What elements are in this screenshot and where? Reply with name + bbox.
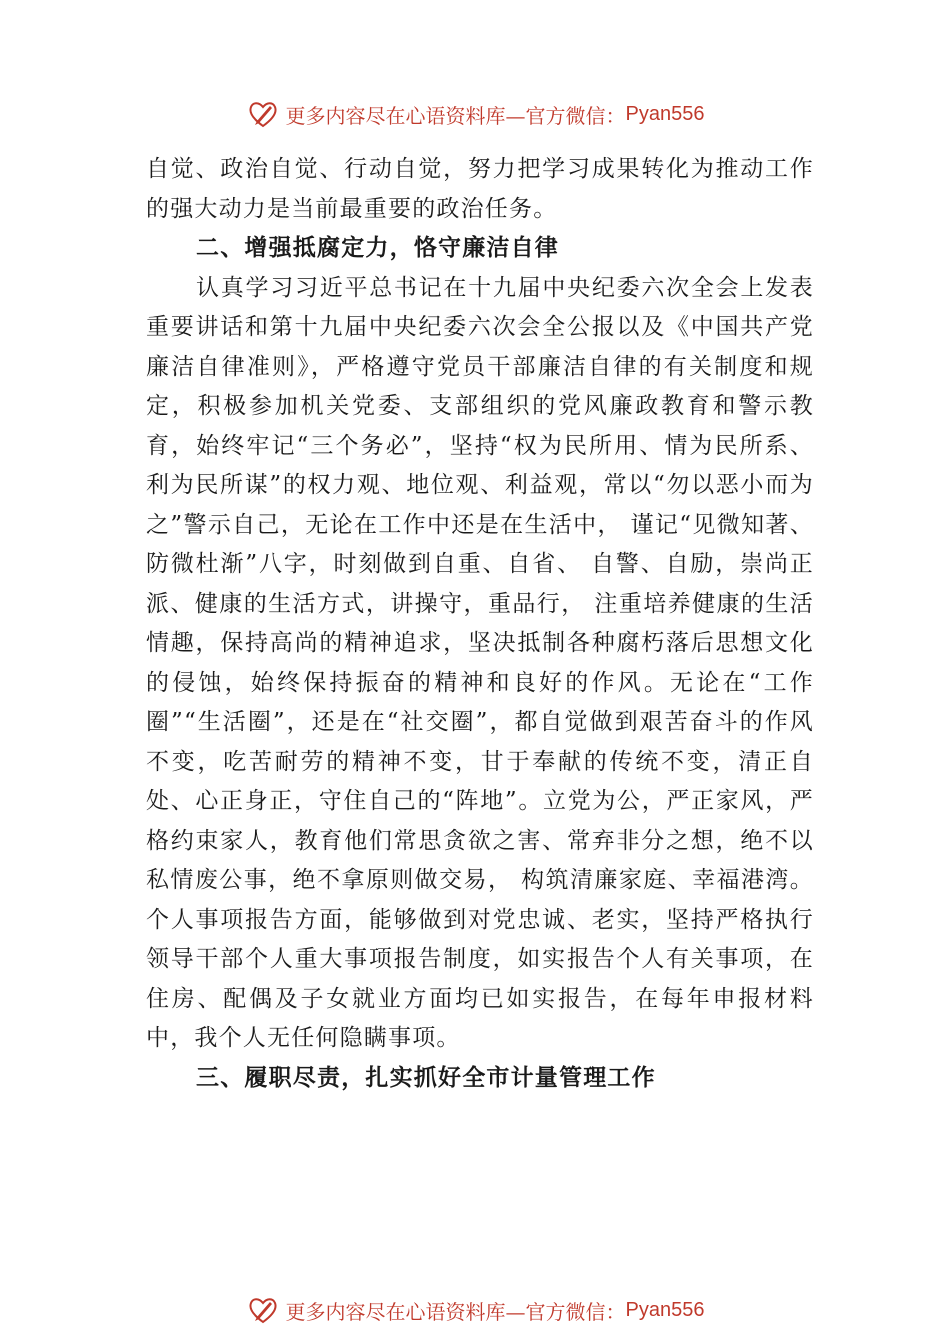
document-body	[146, 150, 814, 1098]
section-2-paragraph: 认真学习习近平总书记在十九届中央纪委六次全会上发表重要讲话和第十九届中央纪委六次会全公报以及《中国共产党廉洁自律准则》，严格遵守党员干部廉洁自律的有关制度和规定，积极参加机关党委、支部组织的党风廉政教育和警示教育，始终牢记“三个务必”，坚持“权为民所用、情为民所系、利为民所谋”的权力观、地位观、利益观，常以“勿以恶小而为之”警示自己，无论在工作中还是在生活中， 谨记“见微知著、防微杜渐”八字，时刻做到自重、自省、 自警、自励，崇尚正派、健康的生活方式，讲操守，重品行， 注重培养健康的生活情趣，保持高尚的精神追求，坚决抵制各种腐朽落后思想文化的侵蚀，始终保持振奋的精神和良好的作风。无论在“工作圈”“生活圈”，还是在“社交圈”，都自觉做到艰苦奋斗的作风不变，吃苦耐劳的精神不变，甘于奉献的传统不变，清正自处、心正身正，守住自己的“阵地”。立党为公，严正家风，严格约束家人，教育他们常思贪欲之害、常弃非分之想，绝不以私情废公事，绝不拿原则做交易， 构筑清廉家庭、幸福港湾。个人事项报告方面，能够做到对党忠诚、老实，坚持严格执行领导干部个人重大事项报告制度，如实报告个人有关事项，在住房、配偶及子女就业方面均已如实报告，在每年申报材料中，我个人无任何隐瞒事项。	[146, 274, 814, 1051]
section-3-heading: 三、履职尽责，扎实抓好全市计量管理工作	[196, 1064, 656, 1091]
header-banner-contact: Pyan556	[625, 102, 705, 125]
footer-banner-contact: Pyan556	[625, 1298, 705, 1321]
footer-banner	[0, 1290, 950, 1330]
heart-pen-logo-icon	[246, 1293, 280, 1327]
section-2-heading: 二、增强抵腐定力，恪守廉洁自律	[196, 235, 559, 261]
heart-pen-logo-icon	[246, 97, 280, 131]
header-banner	[0, 94, 950, 134]
intro-paragraph: 自觉、政治自觉、行动自觉，努力把学习成果转化为推动工作的强大动力是当前最重要的政治任务。	[146, 156, 814, 222]
header-banner-text: 更多内容尽在心语资料库—官方微信：	[285, 103, 626, 128]
footer-banner-text: 更多内容尽在心语资料库—官方微信：	[285, 1299, 626, 1324]
